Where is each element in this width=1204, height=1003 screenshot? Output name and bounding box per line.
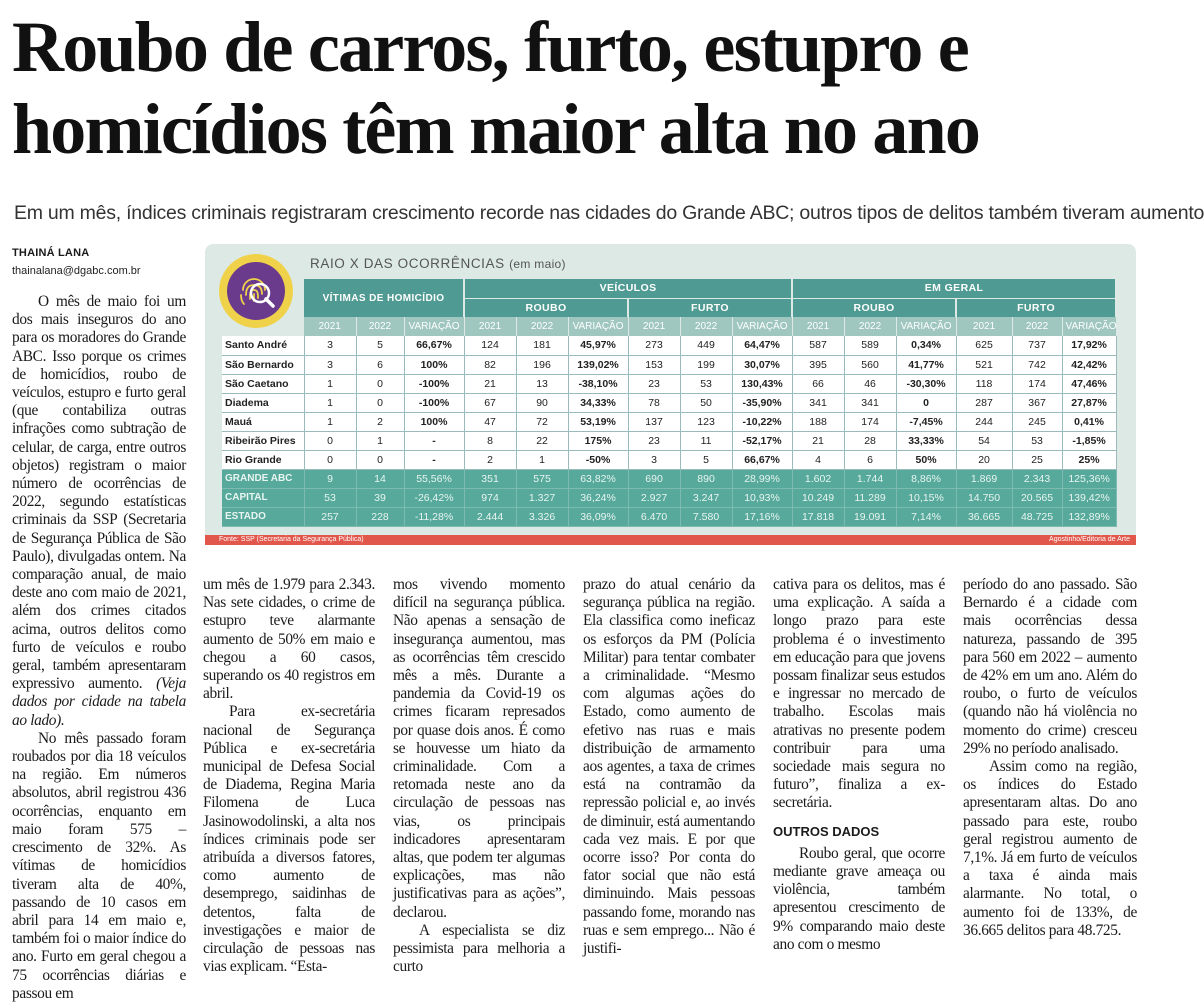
headline: [12, 6, 1142, 170]
article-column-3: [393, 576, 565, 976]
paragraph-text: A especialista se diz pessimista para melhoria a curto: [393, 921, 565, 976]
value-cell: 0: [356, 374, 404, 393]
sub-header-general-theft: FURTO: [956, 298, 1116, 317]
row-label: Ribeirão Pires: [222, 431, 304, 450]
value-cell: 137: [628, 412, 680, 431]
value-cell: 587: [792, 336, 844, 355]
value-cell: 257: [304, 507, 356, 526]
paragraph-text: mos vivendo momento difícil na segurança pública. Não apenas a sensação de insegurança aumentou, mas as ocorrências têm crescido mês a mês. Durante a pandemia da Covid-19 os crimes ficaram represados por quase dois anos. É como se houvesse um hiato da criminalidade. Com a retomada neste ano da circulação de pessoas nas vias, os principais indicadores apresentaram altas, que podem ter algumas explicações, mas não justificativas para as ações”, declarou.: [393, 576, 565, 921]
value-cell: 245: [1012, 412, 1062, 431]
year-header: 2022: [516, 317, 568, 336]
variation-cell: 175%: [568, 431, 628, 450]
headline-line-1: Roubo de carros, furto, estupro e: [12, 7, 968, 87]
paragraph-text: cativa para os delitos, mas é uma explicação. A saída a longo prazo para este problema é o investimento em educação para que jovens possam finalizar seus estudos e ingressar no mercado de trabalho. Escolas mais atrativas no presente podem contribuir para uma sociedade mais segura no futuro”, finaliza a ex-secretária.: [773, 576, 945, 812]
variation-cell: 33,33%: [896, 431, 956, 450]
group-header-homicide: VÍTIMAS DE HOMICÍDIO: [304, 279, 464, 317]
value-cell: 25: [1012, 450, 1062, 469]
variation-cell: 10,93%: [732, 488, 792, 507]
variation-cell: -30,30%: [896, 374, 956, 393]
variation-cell: 55,56%: [404, 469, 464, 488]
value-cell: 3: [304, 355, 356, 374]
value-cell: 5: [356, 336, 404, 355]
variation-cell: 36,09%: [568, 507, 628, 526]
variation-cell: -52,17%: [732, 431, 792, 450]
year-header: VARIAÇÃO: [732, 317, 792, 336]
value-cell: 2: [356, 412, 404, 431]
value-cell: 13: [516, 374, 568, 393]
value-cell: 2: [464, 450, 516, 469]
value-cell: 23: [628, 431, 680, 450]
year-header: 2022: [1012, 317, 1062, 336]
sub-header-vehicles-robbery: ROUBO: [464, 298, 628, 317]
value-cell: 0: [304, 450, 356, 469]
variation-cell: -100%: [404, 393, 464, 412]
variation-cell: 42,42%: [1062, 355, 1116, 374]
table-row: [222, 374, 1116, 393]
variation-cell: -10,22%: [732, 412, 792, 431]
row-label: Rio Grande: [222, 450, 304, 469]
value-cell: 1.327: [516, 488, 568, 507]
variation-cell: -50%: [568, 450, 628, 469]
value-cell: 273: [628, 336, 680, 355]
variation-cell: 8,86%: [896, 469, 956, 488]
table-row: [222, 469, 1116, 488]
row-label: GRANDE ABC: [222, 469, 304, 488]
row-label: Santo André: [222, 336, 304, 355]
source-bar: [205, 535, 1136, 545]
value-cell: 39: [356, 488, 404, 507]
year-header: VARIAÇÃO: [404, 317, 464, 336]
variation-cell: 45,97%: [568, 336, 628, 355]
value-cell: 36.665: [956, 507, 1012, 526]
value-cell: 14.750: [956, 488, 1012, 507]
value-cell: 20.565: [1012, 488, 1062, 507]
table-row: [222, 488, 1116, 507]
article-column-2: [203, 576, 375, 976]
value-cell: 47: [464, 412, 516, 431]
row-label: São Caetano: [222, 374, 304, 393]
value-cell: 2.343: [1012, 469, 1062, 488]
group-header-general: EM GERAL: [792, 279, 1116, 298]
article-column-5: [773, 576, 945, 954]
byline: [12, 247, 192, 277]
paragraph-text: um mês de 1.979 para 2.343. Nas sete cidades, o crime de estupro teve alarmante aumento de 50% em maio e chegou a 60 casos, superando os 40 registros em abril.: [203, 576, 375, 703]
year-header: 2021: [304, 317, 356, 336]
variation-cell: 0,34%: [896, 336, 956, 355]
value-cell: 53: [304, 488, 356, 507]
variation-cell: 66,67%: [404, 336, 464, 355]
value-cell: 17.818: [792, 507, 844, 526]
paragraph-text: prazo do atual cenário da segurança pública na região. Ela classifica como ineficaz os esforços da PM (Polícia Militar) para tentar combater a criminalidade. “Mesmo com algumas ações do Estado, como aumento de efetivo nas ruas e mais distribuição de armamento aos agentes, a taxa de crimes está na contramão da repressão policial e, ao invés de diminuir, está aumentando cada vez mais. E por que ocorre isso? Por conta do fator social que não está diminuindo. Mais pessoas passando fome, morando nas ruas e sem emprego... Não é justifi-: [583, 576, 755, 958]
paragraph: [963, 758, 1137, 940]
value-cell: 1: [356, 431, 404, 450]
variation-cell: 100%: [404, 412, 464, 431]
value-cell: 0: [304, 431, 356, 450]
value-cell: 10.249: [792, 488, 844, 507]
value-cell: 589: [844, 336, 896, 355]
paragraph: [393, 922, 565, 977]
value-cell: 737: [1012, 336, 1062, 355]
variation-cell: 130,43%: [732, 374, 792, 393]
variation-cell: 50%: [896, 450, 956, 469]
value-cell: 0: [356, 393, 404, 412]
value-cell: 82: [464, 355, 516, 374]
value-cell: 46: [844, 374, 896, 393]
paragraph-text: No mês passado foram roubados por dia 18 veículos na região. Em números absolutos, abril registrou 436 ocorrências, enquanto em maio foram 575 – crescimento de 32%. As vítimas de homicídios tiveram alta de 40%, passando de 10 casos em abril para 14 em maio e, também foi o maior índice do ano. Furto em geral chegou a 75 ocorrências diárias e passou em: [12, 729, 186, 1002]
panel-title-suffix: (em maio): [509, 257, 566, 271]
author-email[interactable]: thainalana@dgabc.com.br: [12, 265, 141, 277]
value-cell: 11.289: [844, 488, 896, 507]
value-cell: 14: [356, 469, 404, 488]
paragraph: [393, 576, 565, 922]
variation-cell: -11,28%: [404, 507, 464, 526]
paragraph: [583, 576, 755, 958]
value-cell: 367: [1012, 393, 1062, 412]
value-cell: 1: [304, 374, 356, 393]
row-label: Mauá: [222, 412, 304, 431]
value-cell: 9: [304, 469, 356, 488]
year-header: 2022: [356, 317, 404, 336]
author-name: THAINÁ LANA: [12, 247, 90, 259]
paragraph: [12, 293, 186, 730]
article-column-4: [583, 576, 755, 958]
value-cell: 1.602: [792, 469, 844, 488]
crime-table: [222, 279, 1117, 527]
group-header-vehicles: VEÍCULOS: [464, 279, 792, 298]
value-cell: 11: [680, 431, 732, 450]
row-label: Diadema: [222, 393, 304, 412]
variation-cell: -1,85%: [1062, 431, 1116, 450]
paragraph: [203, 576, 375, 703]
value-cell: 625: [956, 336, 1012, 355]
panel-title: [310, 256, 566, 271]
value-cell: 3: [628, 450, 680, 469]
value-cell: 3: [304, 336, 356, 355]
variation-cell: 30,07%: [732, 355, 792, 374]
value-cell: 118: [956, 374, 1012, 393]
value-cell: 72: [516, 412, 568, 431]
value-cell: 575: [516, 469, 568, 488]
variation-cell: 17,92%: [1062, 336, 1116, 355]
variation-cell: 41,77%: [896, 355, 956, 374]
value-cell: 174: [1012, 374, 1062, 393]
variation-cell: 27,87%: [1062, 393, 1116, 412]
table-row: [222, 393, 1116, 412]
variation-cell: 53,19%: [568, 412, 628, 431]
paragraph: [203, 703, 375, 976]
value-cell: 690: [628, 469, 680, 488]
value-cell: 48.725: [1012, 507, 1062, 526]
value-cell: 1.869: [956, 469, 1012, 488]
value-cell: 20: [956, 450, 1012, 469]
variation-cell: 139,02%: [568, 355, 628, 374]
value-cell: 341: [844, 393, 896, 412]
table-row: [222, 431, 1116, 450]
value-cell: 449: [680, 336, 732, 355]
paragraph-text: período do ano passado. São Bernardo é a cidade com mais ocorrências dessa natureza, passando de 395 para 560 em 2022 – aumento de 42% em um ano. Além do roubo, o furto de veículos (quando não há violência no momento do crime) cresceu 29% no período analisado.: [963, 576, 1137, 757]
variation-cell: 10,15%: [896, 488, 956, 507]
value-cell: 23: [628, 374, 680, 393]
value-cell: 521: [956, 355, 1012, 374]
row-label: CAPITAL: [222, 488, 304, 507]
value-cell: 395: [792, 355, 844, 374]
table-row: [222, 336, 1116, 355]
paragraph-text: O mês de maio foi um dos mais inseguros do ano para os moradores do Grande ABC. Isso porque os crimes de homicídios, roubo de veículos, estupro e furto geral (que contabiliza outras infrações como subtração de celular, de carga, entre outros objetos) registram o maior número de ocorrências de 2022, segundo estatísticas criminais da SSP (Secretaria de Segurança Pública de São Paulo), divulgadas ontem. Na comparação anual, de maio deste ano com maio de 2021, além dos crimes citados acima, outros delitos como furto de veículos e roubo geral, também apresentaram expressivo aumento.: [12, 293, 186, 693]
value-cell: 3.326: [516, 507, 568, 526]
year-header: VARIAÇÃO: [896, 317, 956, 336]
variation-cell: 0,41%: [1062, 412, 1116, 431]
value-cell: 6: [356, 355, 404, 374]
value-cell: 351: [464, 469, 516, 488]
value-cell: 67: [464, 393, 516, 412]
variation-cell: 0: [896, 393, 956, 412]
value-cell: 90: [516, 393, 568, 412]
row-label: São Bernardo: [222, 355, 304, 374]
value-cell: 974: [464, 488, 516, 507]
variation-cell: -7,45%: [896, 412, 956, 431]
value-cell: 53: [680, 374, 732, 393]
table-row: [222, 450, 1116, 469]
subheadline: Em um mês, índices criminais registraram crescimento recorde nas cidades do Grande ABC; outros tipos de delitos também tiveram aumento: [14, 202, 1204, 224]
art-credit: Agostinho/Editoria de Arte: [1049, 536, 1130, 543]
value-cell: 560: [844, 355, 896, 374]
value-cell: 6: [844, 450, 896, 469]
value-cell: 181: [516, 336, 568, 355]
value-cell: 2.927: [628, 488, 680, 507]
value-cell: 123: [680, 412, 732, 431]
section-heading: OUTROS DADOS: [773, 823, 880, 839]
panel-title-main: RAIO X DAS OCORRÊNCIAS: [310, 256, 505, 271]
paragraph-text: Assim como na região, os índices do Estado apresentaram altas. Do ano passado para este, roubo geral registrou aumento de 7,1%. Já em furto de veículos a taxa é ainda mais alarmante. No total, o aumento foi de 133%, de 36.665 delitos para 48.725.: [963, 758, 1137, 939]
variation-cell: 139,42%: [1062, 488, 1116, 507]
paragraph: [773, 845, 945, 954]
article-column-1: [12, 293, 186, 1003]
value-cell: 21: [464, 374, 516, 393]
table-row: [222, 412, 1116, 431]
value-cell: 28: [844, 431, 896, 450]
variation-cell: 132,89%: [1062, 507, 1116, 526]
table-row: [222, 355, 1116, 374]
paragraph: [773, 576, 945, 813]
value-cell: 153: [628, 355, 680, 374]
variation-cell: 66,67%: [732, 450, 792, 469]
variation-cell: -: [404, 431, 464, 450]
table-reference-note: (Veja dados por cidade na tabela ao lado).: [12, 675, 186, 729]
year-header: 2022: [680, 317, 732, 336]
table-row: [222, 507, 1116, 526]
value-cell: 0: [356, 450, 404, 469]
value-cell: 78: [628, 393, 680, 412]
paragraph: [12, 730, 186, 1003]
value-cell: 1: [304, 412, 356, 431]
value-cell: 199: [680, 355, 732, 374]
value-cell: 4: [792, 450, 844, 469]
value-cell: 53: [1012, 431, 1062, 450]
year-header: 2021: [792, 317, 844, 336]
variation-cell: 47,46%: [1062, 374, 1116, 393]
value-cell: 1: [304, 393, 356, 412]
value-cell: 196: [516, 355, 568, 374]
value-cell: 66: [792, 374, 844, 393]
variation-cell: -38,10%: [568, 374, 628, 393]
paragraph-text: Roubo geral, que ocorre mediante grave ameaça ou violência, também apresentou crescimento de 9% comparando maio deste ano com o mesmo: [773, 844, 945, 953]
variation-cell: -: [404, 450, 464, 469]
variation-cell: 7,14%: [896, 507, 956, 526]
value-cell: 1.744: [844, 469, 896, 488]
value-cell: 54: [956, 431, 1012, 450]
headline-line-2: homicídios têm maior alta no ano: [12, 89, 980, 169]
source-note: Fonte: SSP (Secretaria da Segurança Pública): [219, 536, 364, 543]
variation-cell: -100%: [404, 374, 464, 393]
value-cell: 174: [844, 412, 896, 431]
variation-cell: -35,90%: [732, 393, 792, 412]
value-cell: 6.470: [628, 507, 680, 526]
year-header: VARIAÇÃO: [1062, 317, 1116, 336]
value-cell: 287: [956, 393, 1012, 412]
paragraph-text: Para ex-secretária nacional de Segurança Pública e ex-secretária municipal de Defesa Social de Diadema, Regina Maria Filomena de Luca Jasinowodolinski, a alta nos índices criminais pode ser atribuída a diversos fatores, como aumento de desemprego, saidinhas de detentos, falta de investigações e maior de circulação de pessoas nas vias explicam. “Esta-: [203, 703, 375, 976]
variation-cell: 25%: [1062, 450, 1116, 469]
variation-cell: 64,47%: [732, 336, 792, 355]
value-cell: 21: [792, 431, 844, 450]
variation-cell: 100%: [404, 355, 464, 374]
value-cell: 50: [680, 393, 732, 412]
variation-cell: 34,33%: [568, 393, 628, 412]
value-cell: 5: [680, 450, 732, 469]
variation-cell: 125,36%: [1062, 469, 1116, 488]
article-column-6: [963, 576, 1137, 940]
year-header: VARIAÇÃO: [568, 317, 628, 336]
value-cell: 742: [1012, 355, 1062, 374]
value-cell: 2.444: [464, 507, 516, 526]
sub-header-general-robbery: ROUBO: [792, 298, 956, 317]
value-cell: 8: [464, 431, 516, 450]
paragraph: [963, 576, 1137, 758]
variation-cell: 36,24%: [568, 488, 628, 507]
variation-cell: 17,16%: [732, 507, 792, 526]
year-header: 2021: [628, 317, 680, 336]
value-cell: 7.580: [680, 507, 732, 526]
sub-header-vehicles-theft: FURTO: [628, 298, 792, 317]
variation-cell: 28,99%: [732, 469, 792, 488]
value-cell: 3.247: [680, 488, 732, 507]
row-label: ESTADO: [222, 507, 304, 526]
value-cell: 890: [680, 469, 732, 488]
year-header: 2022: [844, 317, 896, 336]
variation-cell: -26,42%: [404, 488, 464, 507]
value-cell: 124: [464, 336, 516, 355]
year-header: 2021: [464, 317, 516, 336]
value-cell: 19.091: [844, 507, 896, 526]
value-cell: 341: [792, 393, 844, 412]
value-cell: 188: [792, 412, 844, 431]
variation-cell: 63,82%: [568, 469, 628, 488]
year-header: 2021: [956, 317, 1012, 336]
value-cell: 1: [516, 450, 568, 469]
value-cell: 22: [516, 431, 568, 450]
value-cell: 244: [956, 412, 1012, 431]
value-cell: 228: [356, 507, 404, 526]
